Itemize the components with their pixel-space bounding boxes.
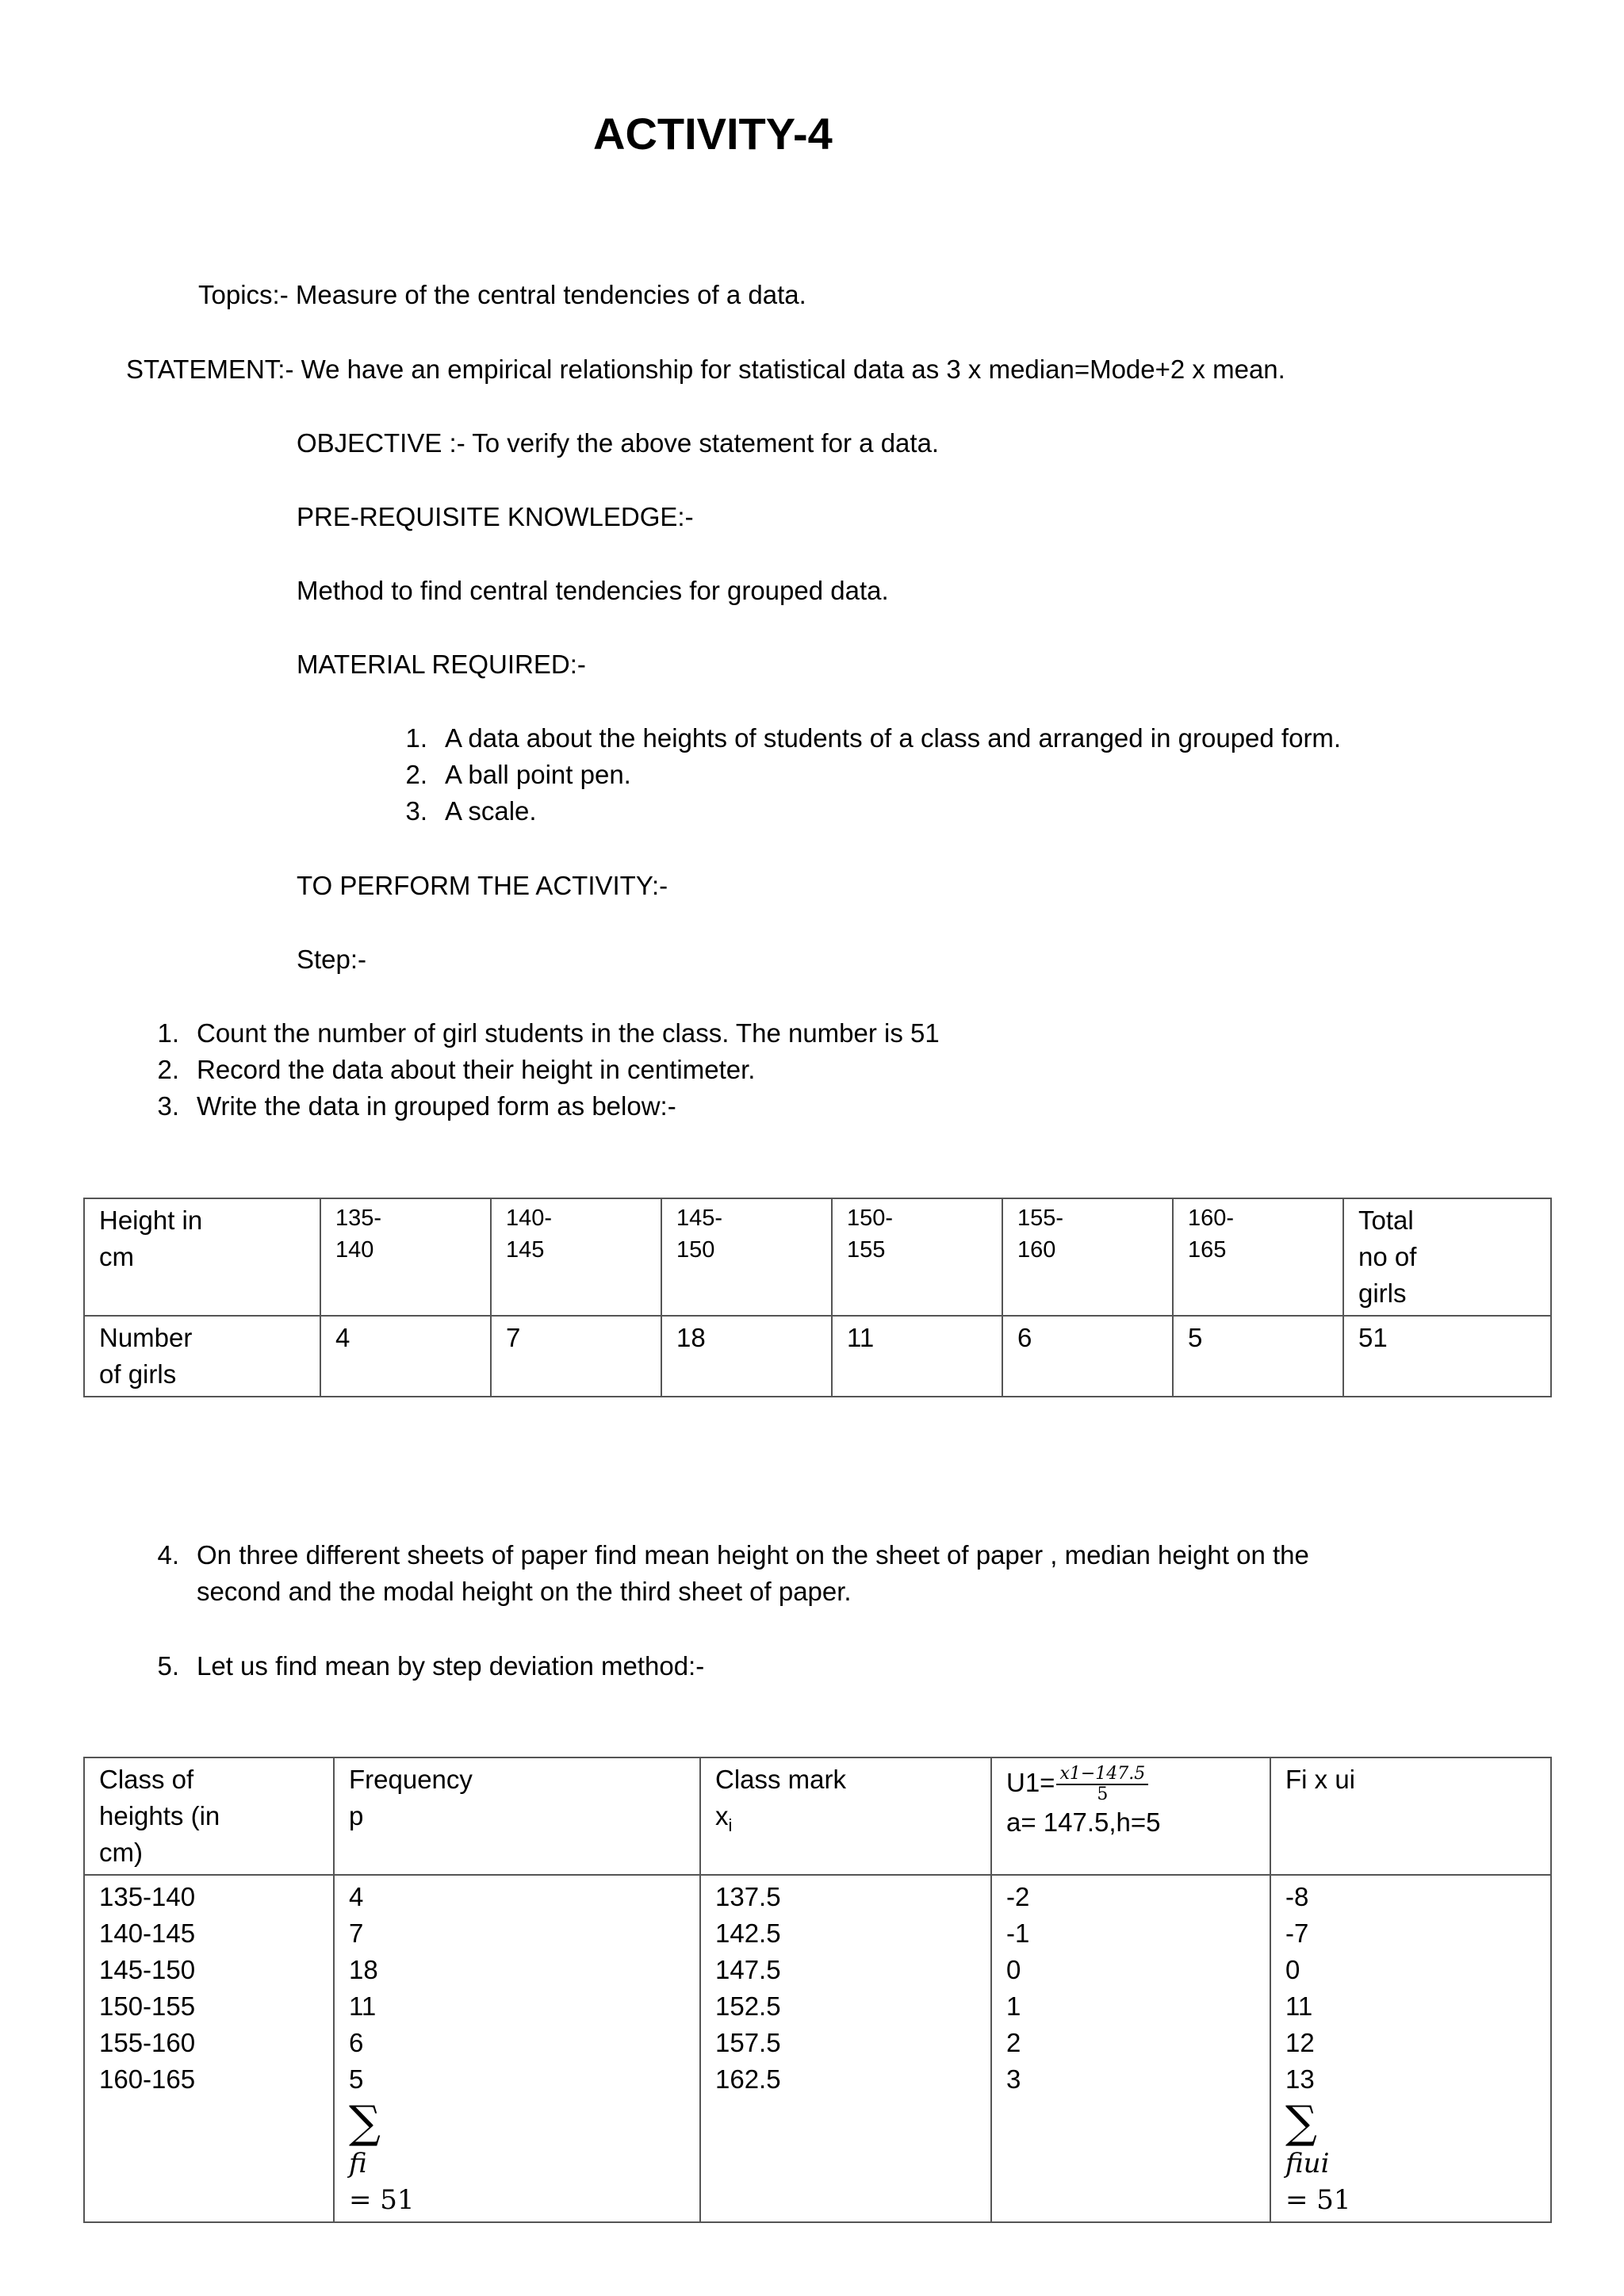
- statement-line: STATEMENT:- We have an empirical relationship for statistical data as 3 x median=Mode+2 x mean.: [126, 355, 1285, 384]
- u-value: -2: [1006, 1882, 1030, 1911]
- step-heading: Step:-: [297, 945, 367, 974]
- class-value: 150-155: [99, 1991, 196, 2021]
- material-item: 1. A data about the heights of students of a class and arranged in grouped form.: [405, 723, 1342, 753]
- table-row: [84, 1316, 1551, 1397]
- topics-line: Topics:- Measure of the central tendencies of a data.: [198, 280, 806, 309]
- mark-value: 147.5: [715, 1955, 781, 1984]
- table-row: [84, 1198, 1551, 1316]
- fu-column: [1270, 1875, 1551, 2222]
- u-column: [991, 1875, 1270, 2222]
- u-fraction: $\frac{x1-147.5}{5}$: [1056, 1765, 1148, 1804]
- step-item: 1. Count the number of girl students in the class. The number is 51: [157, 1018, 940, 1048]
- table-cell: Number of girls: [84, 1316, 320, 1397]
- fu-value: -7: [1285, 1918, 1309, 1948]
- class-mark-column: [700, 1875, 991, 2222]
- freq-value: 6: [349, 2028, 364, 2057]
- freq-value: 7: [349, 1918, 364, 1948]
- height-frequency-table: [83, 1198, 1552, 1397]
- table-cell: 11: [832, 1316, 1002, 1397]
- table-cell: 4: [320, 1316, 491, 1397]
- class-column: [84, 1875, 334, 2222]
- table-cell: 5: [1173, 1316, 1343, 1397]
- steps-list: [132, 1015, 940, 1125]
- table-cell: Total no of girls: [1343, 1198, 1551, 1316]
- mark-value: 157.5: [715, 2028, 781, 2057]
- class-value: 160-165: [99, 2064, 196, 2094]
- sum-f: ∑ fi = 51: [349, 2097, 415, 2216]
- fu-value: 0: [1285, 1955, 1300, 1984]
- page-title: ACTIVITY-4: [593, 109, 833, 159]
- table-cell: 155- 160: [1002, 1198, 1173, 1316]
- table-body-row: [84, 1875, 1551, 2222]
- fu-value: 13: [1285, 2064, 1315, 2094]
- step-item: 3. Write the data in grouped form as below:-: [157, 1091, 676, 1121]
- freq-value: 11: [349, 1991, 377, 2021]
- fu-value: -8: [1285, 1882, 1309, 1911]
- u-value: -1: [1006, 1918, 1030, 1948]
- class-value: 145-150: [99, 1955, 196, 1984]
- freq-value: 4: [349, 1882, 364, 1911]
- mark-value: 152.5: [715, 1991, 781, 2021]
- step-deviation-table: [83, 1757, 1552, 2223]
- u-value: 0: [1006, 1955, 1021, 1984]
- table-cell: 7: [491, 1316, 661, 1397]
- table-cell: 140- 145: [491, 1198, 661, 1316]
- table-cell: 18: [661, 1316, 832, 1397]
- table-cell: 51: [1343, 1316, 1551, 1397]
- step-4: 4. On three different sheets of paper find mean height on the sheet of paper , median height on the second and the modal height on the third sheet of paper.: [157, 1540, 1309, 1606]
- table-cell: 160- 165: [1173, 1198, 1343, 1316]
- mark-value: 142.5: [715, 1918, 781, 1948]
- u-value: 3: [1006, 2064, 1021, 2094]
- step-5: 5. Let us find mean by step deviation method:-: [157, 1651, 705, 1681]
- material-item: 2. A ball point pen.: [405, 760, 631, 789]
- fu-value: 12: [1285, 2028, 1315, 2057]
- material-heading: MATERIAL REQUIRED:-: [297, 650, 586, 679]
- class-value: 135-140: [99, 1882, 196, 1911]
- perform-heading: TO PERFORM THE ACTIVITY:-: [297, 871, 668, 900]
- objective-line: OBJECTIVE :- To verify the above statement for a data.: [297, 428, 940, 458]
- fu-value: 11: [1285, 1991, 1313, 2021]
- header-u: U1= $\frac{x1-147.5}{5}$ a= 147.5,h=5: [991, 1757, 1270, 1875]
- table-header-row: [84, 1757, 1551, 1875]
- header-fu: Fi x ui: [1270, 1757, 1551, 1875]
- class-value: 140-145: [99, 1918, 196, 1948]
- freq-value: 5: [349, 2064, 364, 2094]
- mark-value: 137.5: [715, 1882, 781, 1911]
- class-value: 155-160: [99, 2028, 196, 2057]
- step-item: 2. Record the data about their height in centimeter.: [157, 1055, 756, 1084]
- table-cell: Height in cm: [84, 1198, 320, 1316]
- table-cell: 135- 140: [320, 1198, 491, 1316]
- header-class-mark: Class mark $x_i$: [700, 1757, 991, 1875]
- prerequisite-heading: PRE-REQUISITE KNOWLEDGE:-: [297, 502, 694, 531]
- header-frequency: Frequency p: [334, 1757, 700, 1875]
- frequency-column: [334, 1875, 700, 2222]
- mark-value: 162.5: [715, 2064, 781, 2094]
- freq-value: 18: [349, 1955, 378, 1984]
- table-cell: 6: [1002, 1316, 1173, 1397]
- prerequisite-text: Method to find central tendencies for grouped data.: [297, 576, 889, 605]
- table-cell: 150- 155: [832, 1198, 1002, 1316]
- material-list: [380, 720, 1341, 830]
- material-item: 3. A scale.: [405, 796, 537, 826]
- table-cell: 145- 150: [661, 1198, 832, 1316]
- u-value: 1: [1006, 1991, 1021, 2021]
- sum-fu: ∑ fiui = 51: [1285, 2097, 1351, 2216]
- header-class: Class of heights (in cm): [84, 1757, 334, 1875]
- u-value: 2: [1006, 2028, 1021, 2057]
